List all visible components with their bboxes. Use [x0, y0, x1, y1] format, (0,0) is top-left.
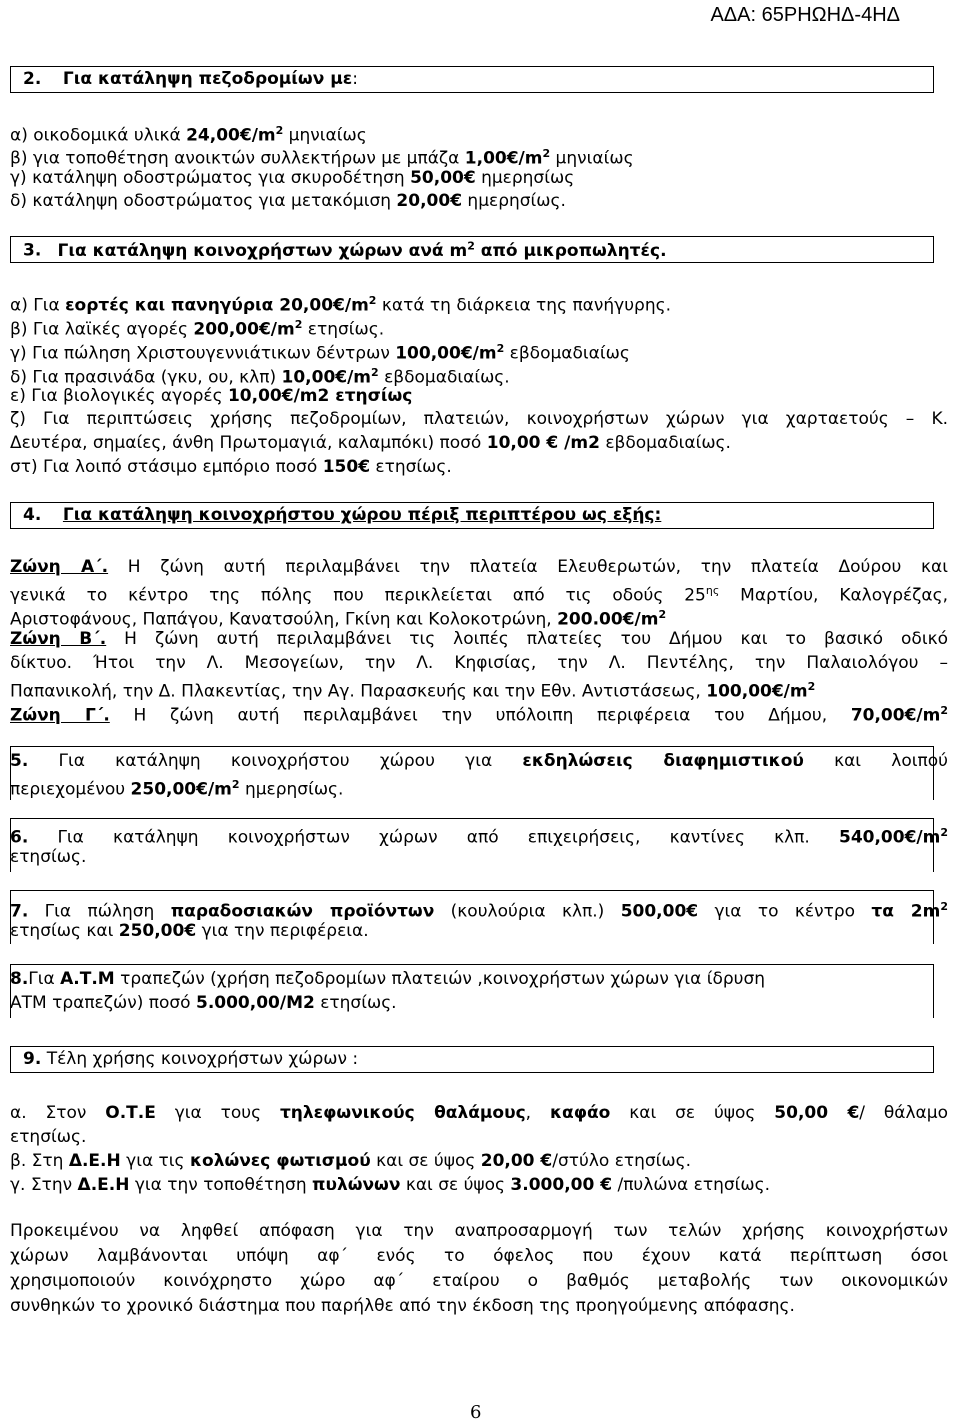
zone-a-line3: Αριστοφάνους, Παπάγου, Κανατσούλη, Γκίνη και Κολοκοτρώνη, $200.00€/m^2$	[10, 608, 667, 630]
section-3-number: 3.	[23, 240, 42, 261]
page-number: 6	[470, 1402, 482, 1423]
zone-g-label: Ζώνη Γ΄.	[10, 705, 110, 726]
section-7-line1: 7. Για πώληση παραδοσιακών προϊόντων (κουλούρια κλπ.) 500,00€ για το κέντρο τα $2m^2$	[10, 900, 949, 922]
section-3-item-d: δ) Για πρασινάδα (γκυ, ου, κλπ) $10,00€/m^2$ εβδομαδιαίως.	[10, 366, 510, 388]
zone-b-label: Ζώνη Β΄.	[10, 629, 107, 649]
section-4-number: 4.	[23, 505, 42, 525]
zone-g-line1: Ζώνη Γ΄. Η ζώνη αυτή περιλαμβάνει την υπόλοιπη περιφέρεια του Δήμου, $70,00€/m^2$	[10, 704, 948, 726]
section-7-number: 7.	[10, 901, 29, 922]
section-3-item-a: α) Για εορτές και πανηγύρια $20,00€/m^2$ κατά τη διάρκεια της πανήγυρης.	[10, 294, 672, 316]
section-9-item-a-line2: ετησίως.	[10, 1127, 87, 1147]
closing-line2: χώρων λαμβάνονται υπόψη αφ΄ ενός το όφελος που έχουν κατά περίπτωση όσοι	[10, 1246, 948, 1266]
section-3-header	[10, 236, 934, 263]
section-2-item-c: γ) κατάληψη οδοστρώματος για σκυροδέτηση 50,00€ ημερησίως	[10, 168, 575, 188]
section-4-header	[10, 502, 934, 529]
section-9-number: 9.	[23, 1049, 42, 1069]
zone-a-label: Ζώνη Α΄.	[10, 557, 109, 577]
section-9-title: Τέλη χρήσης κοινοχρήστων χώρων :	[41, 1049, 359, 1069]
closing-line1: Προκειμένου να ληφθεί απόφαση για την αναπροσαρμογή των τελών χρήσης κοινοχρήστων	[10, 1221, 948, 1241]
section-2-item-b: β) για τοποθέτηση ανοικτών συλλεκτήρων με μπάζα $1,00€/m^2$ μηνιαίως	[10, 147, 634, 169]
section-2-title: Για κατάληψη πεζοδρομίων με	[62, 69, 353, 89]
section-6-line2: ετησίως.	[10, 847, 87, 867]
section-9-item-b: β. Στη Δ.Ε.Η για τις κολώνες φωτισμού και σε ύψος 20,00 €/στύλο ετησίως.	[10, 1151, 692, 1171]
section-2-item-d: δ) κατάληψη οδοστρώματος για μετακόμιση 20,00€ ημερησίως.	[10, 191, 566, 211]
section-5-line1: 5. Για κατάληψη κοινοχρήστου χώρου για εκδηλώσεις διαφημιστικού και λοιπού	[10, 751, 948, 771]
section-3-title: Για κατάληψη κοινοχρήστων χώρων ανά $m^2$ από μικροπωλητές.	[57, 239, 667, 261]
section-6-number: 6.	[10, 827, 29, 848]
section-8-line1: 8.Για Α.Τ.Μ τραπεζών (χρήση πεζοδρομίων πλατειών ,κοινοχρήστων χώρων για ίδρυση	[10, 969, 766, 989]
zone-b-line2: δίκτυο. Ήτοι την Λ. Μεσογείων, την Λ. Κηφισίας, την Λ. Πεντέλης, την Παλαιολόγου –	[10, 653, 948, 673]
section-8-line2: ΑΤΜ τραπεζών) ποσό 5.000,00/M2 ετησίως.	[10, 993, 397, 1013]
section-3-item-z-line1: ζ) Για περιπτώσεις χρήσης πεζοδρομίων, πλατειών, κοινοχρήστων χώρων για χαρταετούς – Κ.	[10, 409, 948, 429]
section-3-item-z-line2: Δευτέρα, σημαίες, άνθη Πρωτομαγιά, καλαμπόκι) ποσό 10,00 € /m2 εβδομαδιαίως.	[10, 433, 731, 453]
section-3-item-c: γ) Για πώληση Χριστουγεννιάτικων δέντρων $100,00€/m^2$ εβδομαδιαίως	[10, 342, 630, 364]
section-3-item-e: ε) Για βιολογικές αγορές 10,00€/m2 ετησίως	[10, 386, 413, 406]
zone-a-line1: Ζώνη Α΄. Η ζώνη αυτή περιλαμβάνει την πλατεία Ελευθερωτών, την πλατεία Δούρου και	[10, 557, 948, 577]
section-8-number: 8.	[10, 969, 29, 989]
section-2-number: 2.	[23, 69, 42, 89]
section-7-line2: ετησίως και 250,00€ για την περιφέρεια.	[10, 921, 369, 941]
section-3-item-b: β) Για λαϊκές αγορές $200,00€/m^2$ ετησίως.	[10, 318, 385, 340]
section-2-colon: :	[352, 69, 358, 89]
ada-code: ΑΔΑ: 65ΡΗΩΗΔ-4ΗΔ	[710, 4, 900, 26]
closing-line3: χρησιμοποιούν κοινόχρηστο χώρο αφ΄ εταίρου ο βαθμός μεταβολής των οικονομικών	[10, 1271, 948, 1291]
section-9-item-a-line1: α. Στον Ο.Τ.Ε για τους τηλεφωνικούς θαλάμους, καφάο και σε ύψος 50,00 €/ θάλαμο	[10, 1103, 948, 1123]
zone-a-line2: γενικά το κέντρο της πόλης που περικλείεται από τις οδούς $25^{\eta\varsigma}$ Μαρτίου, Καλογρέζας,	[10, 584, 949, 606]
section-2-item-a: α) οικοδομικά υλικά $24,00€/m^2$ μηνιαίως	[10, 124, 367, 146]
section-6-line1: 6. Για κατάληψη κοινοχρήστων χώρων από επιχειρήσεις, καντίνες κλπ. $540,00€/m^2$	[10, 826, 948, 848]
closing-line4: συνθηκών το χρονικό διάστημα που παρήλθε από την έκδοση της προηγούμενης απόφασης.	[10, 1296, 795, 1316]
zone-b-line1: Ζώνη Β΄. Η ζώνη αυτή περιλαμβάνει τις λοιπές πλατείες του Δήμου και το βασικό οδικό	[10, 629, 948, 649]
section-5-number: 5.	[10, 751, 29, 771]
section-2-header	[10, 66, 934, 93]
zone-b-line3: Παπανικολή, την Δ. Πλακεντίας, την Αγ. Παρασκευής και την Εθν. Αντιστάσεως, $100,00€/m^2$	[10, 680, 816, 702]
section-3-item-st: στ) Για λοιπό στάσιμο εμπόριο ποσό 150€ ετησίως.	[10, 457, 452, 477]
section-9-item-c: γ. Στην Δ.Ε.Η για την τοποθέτηση πυλώνων και σε ύψος 3.000,00 € /πυλώνα ετησίως.	[10, 1175, 771, 1195]
section-5-line2: περιεχομένου $250,00€/m^2$ ημερησίως.	[10, 778, 344, 800]
section-9-header	[10, 1046, 934, 1073]
section-4-title: Για κατάληψη κοινοχρήστου χώρου πέριξ περιπτέρου ως εξής:	[62, 505, 662, 525]
